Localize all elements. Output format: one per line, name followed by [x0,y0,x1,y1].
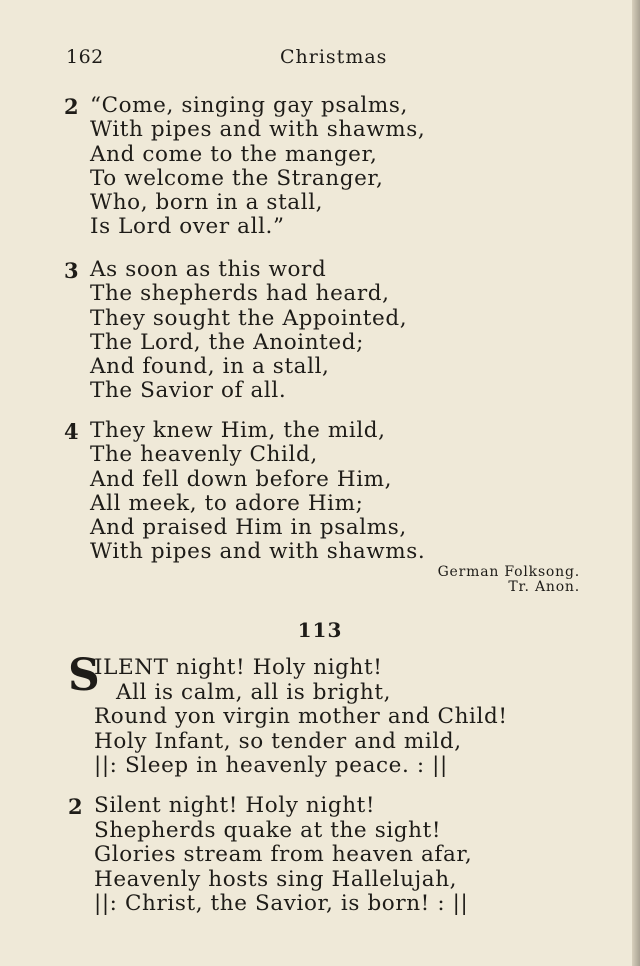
verse-line: Heavenly hosts sing Hallelujah, [94,866,458,892]
verse-line: Is Lord over all.” [90,214,285,240]
attribution-source: German Folksong. [437,564,580,580]
attribution [438,565,580,595]
verse-line: “Come, singing gay psalms, [90,93,408,118]
verse-line: Who, born in a stall, [90,190,324,216]
verse-lines [90,258,407,404]
verse-number: 2 [68,794,83,819]
verse-line: Silent night! Holy night! [94,793,376,818]
page-edge [632,0,640,966]
verse-line: With pipes and with shawms. [90,539,426,565]
verse-line: To welcome the Stranger, [90,165,384,191]
verse-line: ||: Christ, the Savior, is born! : || [94,891,469,916]
hymn-112-verse-3 [64,258,407,404]
page-header [0,46,640,76]
running-title: Christmas [280,46,388,68]
verse-line: All is calm, all is bright, [116,679,391,705]
verse-line: And fell down before Him, [90,466,393,492]
verse-number: 4 [64,419,79,444]
verse-number: 3 [64,258,79,283]
verse-lines [94,794,472,917]
hymn-112-verse-4 [64,419,425,565]
verse-line: With pipes and with shawms, [90,117,426,143]
verse-line: The heavenly Child, [90,442,318,468]
verse-line: ILENT night! Holy night! [94,655,383,680]
verse-lines [90,419,425,565]
verse-line: The Lord, the Anointed; [90,329,364,355]
verse-line: They sought the Appointed, [90,305,408,331]
verse-line: As soon as this word [90,257,327,282]
verse-line: Round yon virgin mother and Child! [94,704,508,729]
hymn-113-verse-2 [68,794,472,917]
verse-line: ||: Sleep in heavenly peace. : || [94,753,448,778]
hymn-112-verse-2 [64,94,425,240]
verse-line: And found, in a stall, [90,354,330,380]
verse-line: And praised Him in psalms, [90,515,407,541]
verse-number: 2 [64,94,79,119]
attribution-translator: Tr. Anon. [508,579,580,595]
verse-line: All meek, to adore Him; [90,490,364,516]
verse-lines [90,94,425,240]
verse-line: Glories stream from heaven afar, [94,842,473,867]
verse-line: And come to the manger, [90,141,378,167]
verse-line: They knew Him, the mild, [90,418,386,443]
verse-line: The shepherds had heard, [90,281,390,307]
verse-line: The Savior of all. [90,378,287,404]
hymn-113-verse-1 [68,650,508,779]
drop-cap: S [68,650,100,701]
verse-line: Holy Infant, so tender and mild, [94,728,462,754]
verse-line: Shepherds quake at the sight! [94,817,442,843]
page-number: 162 [66,46,104,68]
hymn-number: 113 [297,618,343,642]
